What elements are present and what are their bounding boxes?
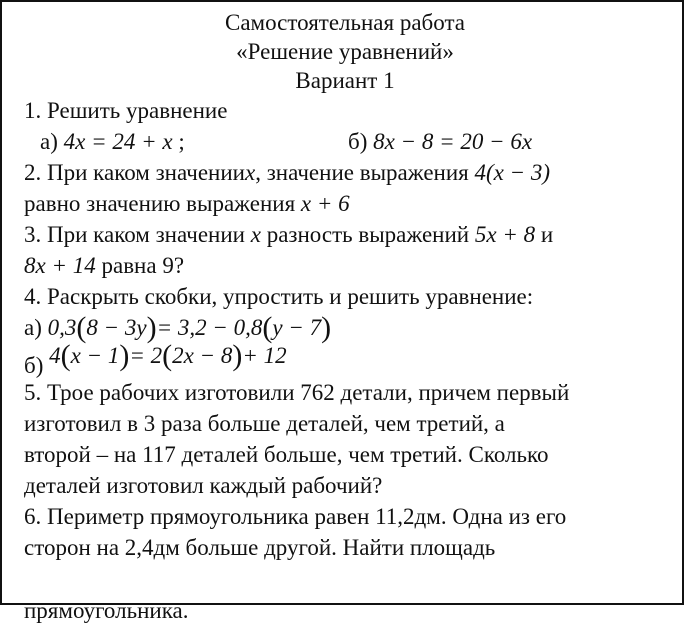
task-3-line-1 <box>24 219 666 250</box>
task-4-b-inner-1: x − 1 <box>70 343 120 368</box>
task-2-expression-2: x + 6 <box>300 191 350 216</box>
task-2-variable: x <box>244 160 256 185</box>
task-4-a-coef: 0,3 <box>47 315 77 340</box>
task-3-expression-2: 8x + 14 <box>24 253 96 278</box>
task-4-part-b <box>24 339 666 378</box>
task-6-line-2: сторон на 2,4дм больше другой. Найти площадь <box>24 535 496 560</box>
task-5-line-2: изготовил в 3 раза больше деталей, чем третий, а <box>24 411 505 436</box>
task-4-a-equation <box>47 311 332 344</box>
open-paren: ( <box>76 311 87 344</box>
worksheet-topic: «Решение уравнений» <box>236 39 454 64</box>
task-4-b-label: б) <box>24 353 44 378</box>
task-4-b-coef: 4 <box>49 343 61 368</box>
worksheet-header <box>24 8 666 95</box>
close-paren: ) <box>119 339 130 372</box>
task-1-part-b <box>348 126 532 157</box>
task-2-text: 2. При каком значении <box>24 160 245 185</box>
task-1-a-label: а) <box>40 129 58 154</box>
task-2-expression: 4(x − 3) <box>474 160 551 185</box>
task-3-text: 3. При каком значении <box>24 222 245 247</box>
task-4-b-tail: + 12 <box>242 343 287 368</box>
close-paren: ) <box>232 339 243 372</box>
task-2-text-2: равно значению выражения <box>24 191 296 216</box>
task-1-b-equation: 8x − 8 = 20 − 6x <box>373 129 533 154</box>
task-3-variable: x <box>250 222 261 247</box>
task-1-a-equation: 4x = 24 + x <box>63 129 173 154</box>
close-paren: ) <box>146 311 157 344</box>
task-3-line-2 <box>24 250 666 281</box>
task-3-conjunction: и <box>540 222 554 247</box>
task-5-line-3: второй – на 117 деталей больше, чем третий. Сколько <box>24 442 549 467</box>
task-1-equations <box>24 126 666 157</box>
task-4-b-middle: = 2 <box>129 343 163 368</box>
task-4-title: 4. Раскрыть скобки, упростить и решить уравнение: <box>24 284 534 309</box>
task-2-text-cont: , значение выражения <box>255 160 469 185</box>
task-3-expression-1: 5x + 8 <box>474 222 536 247</box>
open-paren: ( <box>162 339 173 372</box>
task-1-a-separator: ; <box>178 129 185 154</box>
task-4-b-equation <box>49 339 287 372</box>
task-1-b-label: б) <box>348 129 368 154</box>
task-4-a-label: а) <box>24 315 42 340</box>
worksheet-title: Самостоятельная работа <box>225 10 465 35</box>
task-2-line-1 <box>24 157 666 188</box>
task-6-line-1: 6. Периметр прямоугольника равен 11,2дм. Одна из его <box>24 504 567 529</box>
task-4-a-middle: = 3,2 − 0,8 <box>156 315 263 340</box>
task-5-line-4: деталей изготовил каждый рабочий? <box>24 473 383 498</box>
task-4-a-inner-2: y − 7 <box>272 315 322 340</box>
task-3-text-end: равна 9? <box>101 253 185 278</box>
task-4-b-inner-2: 2x − 8 <box>172 343 233 368</box>
open-paren: ( <box>60 339 71 372</box>
open-paren: ( <box>262 311 273 344</box>
close-paren: ) <box>321 311 332 344</box>
task-1-title: 1. Решить уравнение <box>24 98 228 123</box>
task-3-text-cont: разность выражений <box>266 222 470 247</box>
task-5-line-1: 5. Трое рабочих изготовили 762 детали, причем первый <box>24 380 570 405</box>
task-2-line-2 <box>24 188 666 219</box>
task-1-part-a <box>24 126 348 157</box>
task-6-line-3-cut: прямоугольника. <box>24 598 189 623</box>
task-4-a-inner-1: 8 − 3y <box>86 315 147 340</box>
worksheet-variant: Вариант 1 <box>295 68 395 93</box>
